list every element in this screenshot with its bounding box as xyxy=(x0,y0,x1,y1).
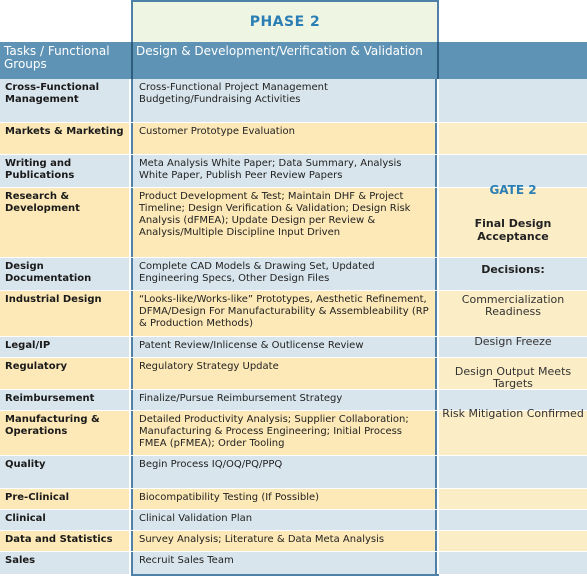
gate-cell xyxy=(439,510,587,531)
phase-bottom-border xyxy=(131,574,439,576)
row-activity: Clinical Validation Plan xyxy=(131,510,437,531)
row-activity: Meta Analysis White Paper; Data Summary, Analysis White Paper, Publish Peer Review Papers xyxy=(131,155,437,188)
row-label: Research & Development xyxy=(0,188,129,258)
tasks-column-header: Tasks / Functional Groups xyxy=(4,44,110,71)
gate-decision-item: Design Output Meets Targets xyxy=(454,365,572,390)
row-activity: Recruit Sales Team xyxy=(131,552,437,574)
row-activity: Finalize/Pursue Reimbursement Strategy xyxy=(131,390,437,411)
table-row xyxy=(0,123,587,155)
row-activity: Complete CAD Models & Drawing Set, Updated Engineering Specs, Other Design Files xyxy=(131,258,437,291)
table-row xyxy=(0,79,587,123)
gate-decision-item: Design Freeze xyxy=(474,335,552,348)
gate-decision-item: Commercialization Readiness xyxy=(461,293,565,318)
row-activity: Regulatory Strategy Update xyxy=(131,358,437,390)
row-label: Manufacturing & Operations xyxy=(0,411,129,456)
row-activity: Customer Prototype Evaluation xyxy=(131,123,437,155)
gate-decision-item: Risk Mitigation Confirmed xyxy=(442,407,584,420)
table-row xyxy=(0,552,587,574)
table-row xyxy=(0,510,587,531)
row-label: Data and Statistics xyxy=(0,531,129,552)
gate-cell xyxy=(439,489,587,510)
gate-cell xyxy=(439,531,587,552)
row-label: Clinical xyxy=(0,510,129,531)
row-activity: Survey Analysis; Literature & Data Meta Analysis xyxy=(131,531,437,552)
phase-title: PHASE 2 xyxy=(249,14,321,30)
row-label: Regulatory xyxy=(0,358,129,390)
row-label: Markets & Marketing xyxy=(0,123,129,155)
row-label: Quality xyxy=(0,456,129,489)
gate-cell xyxy=(439,123,587,155)
row-label: Writing and Publications xyxy=(0,155,129,188)
gate-cell xyxy=(439,79,587,123)
row-activity: Product Development & Test; Maintain DHF & Project Timeline; Design Verification & Validation; Design Risk Analysis (dFMEA); Update Design per Review & Analysis/Multiple Discipline Input Driven xyxy=(131,188,437,258)
row-activity: Cross-Functional Project Management Budgeting/Fundraising Activities xyxy=(131,79,437,123)
table-row xyxy=(0,456,587,489)
row-label: Design Documentation xyxy=(0,258,129,291)
row-activity: Biocompatibility Testing (If Possible) xyxy=(131,489,437,510)
row-activity: Patent Review/Inlicense & Outlicense Review xyxy=(131,337,437,358)
row-label: Sales xyxy=(0,552,129,574)
phase-header xyxy=(131,0,439,42)
row-activity: Begin Process IQ/OQ/PQ/PPQ xyxy=(131,456,437,489)
gate-cell xyxy=(439,456,587,489)
row-activity: “Looks-like/Works-like” Prototypes, Aesthetic Refinement, DFMA/Design For Manufacturability & Assembleability (RP & Production Methods) xyxy=(131,291,437,337)
gate-title: GATE 2 xyxy=(489,183,537,197)
column-header-band xyxy=(0,42,587,79)
row-activity: Detailed Productivity Analysis; Supplier Collaboration; Manufacturing & Process Engineering; Initial Process FMEA (pFMEA); Order Tooling xyxy=(131,411,437,456)
gate-panel xyxy=(439,183,587,438)
table-row xyxy=(0,489,587,510)
gate-decisions-label: Decisions: xyxy=(481,263,545,276)
gate-cell xyxy=(439,552,587,574)
row-label: Pre-Clinical xyxy=(0,489,129,510)
row-label: Industrial Design xyxy=(0,291,129,337)
row-label: Legal/IP xyxy=(0,337,129,358)
column-divider-right xyxy=(437,42,439,79)
phase-column-header: Design & Development/Verification & Validation xyxy=(136,44,423,58)
row-label: Cross-Functional Management xyxy=(0,79,129,123)
gate-subtitle: Final Design Acceptance xyxy=(474,217,552,243)
column-divider-left xyxy=(131,42,133,79)
table-row xyxy=(0,531,587,552)
row-label: Reimbursement xyxy=(0,390,129,411)
